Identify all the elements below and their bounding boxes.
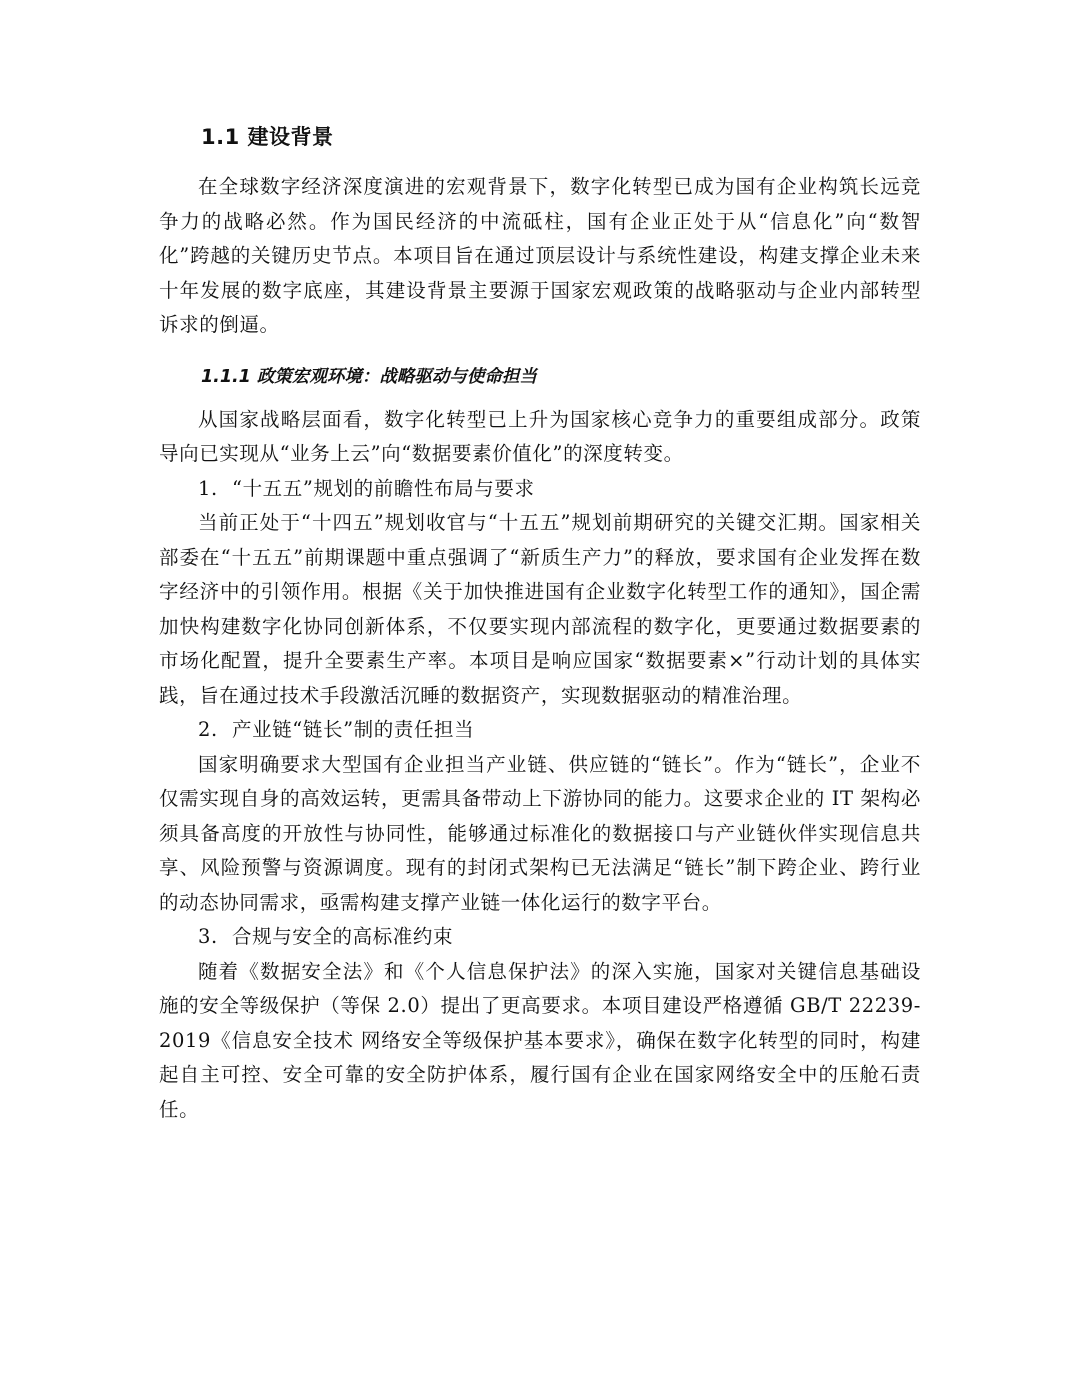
list-item-title: 合规与安全的高标准约束 [232,925,454,948]
list-item-number: 1. [198,476,218,500]
list-item-heading [159,472,921,507]
subsection-heading: 1.1.1 政策宏观环境：战略驱动与使命担当 [201,366,537,387]
section-heading: 1.1 建设背景 [201,125,334,149]
list-item-number: 3. [198,925,218,948]
document-content [159,122,921,1127]
list-item-number: 2. [198,718,218,741]
subsection-intro-paragraph: 从国家战略层面看，数字化转型已上升为国家核心竞争力的重要组成部分。政策导向已实现从“业务上云”向“数据要素价值化”的深度转变。 [159,407,921,465]
list-item-paragraph: 国家明确要求大型国有企业担当产业链、供应链的“链长”。作为“链长”，企业不仅需实现自身的高效运转，更需具备带动上下游协同的能力。这要求企业的 IT 架构必须具备高度的开放性与协同性，能够通过标准化的数据接口与产业链伙伴实现信息共享、风险预警与资源调度。现有的封闭式架构已无法满足“链长”制下跨企业、跨行业的动态协同需求，亟需构建支撑产业链一体化运行的数字平台。 [159,752,921,914]
section-intro-paragraph: 在全球数字经济深度演进的宏观背景下，数字化转型已成为国有企业构筑长远竞争力的战略必然。作为国民经济的中流砥柱，国有企业正处于从“信息化”向“数智化”跨越的关键历史节点。本项目旨在通过顶层设计与系统性建设，构建支撑企业未来十年发展的数字底座，其建设背景主要源于国家宏观政策的战略驱动与企业内部转型诉求的倒逼。 [159,175,921,336]
list-item-paragraph: 随着《数据安全法》和《个人信息保护法》的深入实施，国家对关键信息基础设施的安全等级保护（等保 2.0）提出了更高要求。本项目建设严格遵循 GB/T 22239-2019《信息安全技术 网络安全等级保护基本要求》，确保在数字化转型的同时，构建起自主可控、安全可靠的安全防护体系，履行国有企业在国家网络安全中的压舱石责任。 [159,959,921,1121]
list-item-heading [159,920,921,955]
list-item-title: 产业链“链长”制的责任担当 [232,718,475,741]
list-item-title: “十五五”规划的前瞻性布局与要求 [232,476,535,500]
list-item-paragraph: 当前正处于“十四五”规划收官与“十五五”规划前期研究的关键交汇期。国家相关部委在“十五五”前期课题中重点强调了“新质生产力”的释放，要求国有企业发挥在数字经济中的引领作用。根据《关于加快推进国有企业数字化转型工作的通知》，国企需加快构建数字化协同创新体系，不仅要实现内部流程的数字化，更要通过数据要素的市场化配置，提升全要素生产率。本项目是响应国家“数据要素×”行动计划的具体实践，旨在通过技术手段激活沉睡的数据资产，实现数据驱动的精准治理。 [159,511,921,707]
list-item-heading [159,713,921,748]
